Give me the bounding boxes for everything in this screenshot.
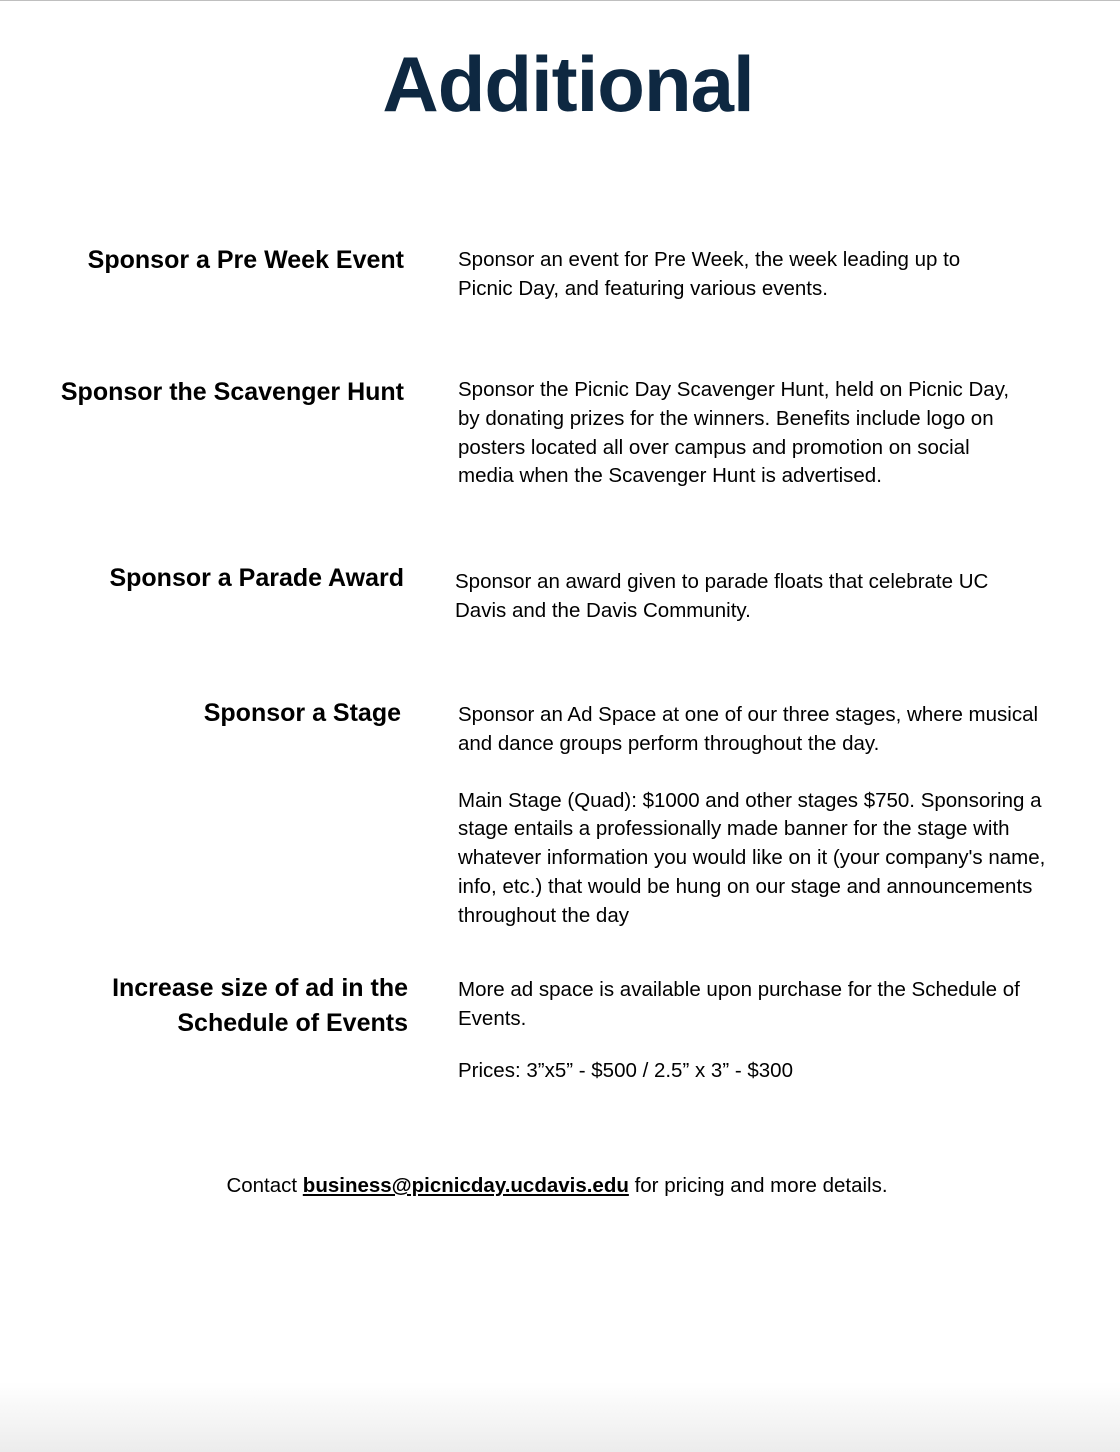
section-heading-line: Increase size of ad in the (112, 974, 408, 1002)
contact-line (0, 1172, 1114, 1200)
section-paragraph: Sponsor an Ad Space at one of our three stages, where musical and dance groups perform throughout the day. (458, 703, 1039, 755)
section-desc-parade-award (455, 568, 1025, 626)
section-desc-scavenger-hunt (458, 376, 1028, 491)
section-heading-stage: Sponsor a Stage (203, 699, 401, 727)
section-paragraph: Sponsor an award given to parade floats that celebrate UC Davis and the Davis Community. (455, 570, 989, 622)
section-paragraph: Prices: 3”x5” - $500 / 2.5” x 3” - $300 (458, 1058, 793, 1082)
section-heading-line: Schedule of Events (177, 1009, 408, 1037)
section-heading-parade-award: Sponsor a Parade Award (109, 564, 404, 592)
top-rule (0, 0, 1120, 1)
section-paragraph: Sponsor the Picnic Day Scavenger Hunt, held on Picnic Day, by donating prizes for the winners. Benefits include logo on posters located all over campus and promotion on social media when the Scavenger Hunt is advertised. (458, 378, 1010, 488)
section-heading-pre-week: Sponsor a Pre Week Event (87, 246, 404, 274)
section-paragraph: Main Stage (Quad): $1000 and other stages $750. Sponsoring a stage entails a professionally made banner for the stage with whatever information you would like on it (your company's name, info, etc.) that would be hung on our stage and announcements throughout the day (458, 788, 1046, 927)
contact-prefix: Contact (226, 1174, 298, 1197)
page-title: Additional (382, 40, 754, 128)
section-paragraph: Sponsor an event for Pre Week, the week leading up to Picnic Day, and featuring various events. (458, 248, 961, 300)
section-desc-pre-week (458, 246, 998, 304)
page-bottom-shadow (0, 1382, 1120, 1452)
section-paragraph: More ad space is available upon purchase for the Schedule of Events. (458, 978, 1020, 1030)
section-desc-ad-size (458, 976, 1028, 1085)
section-heading-scavenger-hunt: Sponsor the Scavenger Hunt (60, 378, 404, 406)
contact-suffix: for pricing and more details. (634, 1174, 888, 1197)
section-heading-ad-size (112, 971, 408, 1041)
section-desc-stage (458, 701, 1058, 931)
contact-email-link[interactable]: business@picnicday.ucdavis.edu (302, 1174, 629, 1197)
